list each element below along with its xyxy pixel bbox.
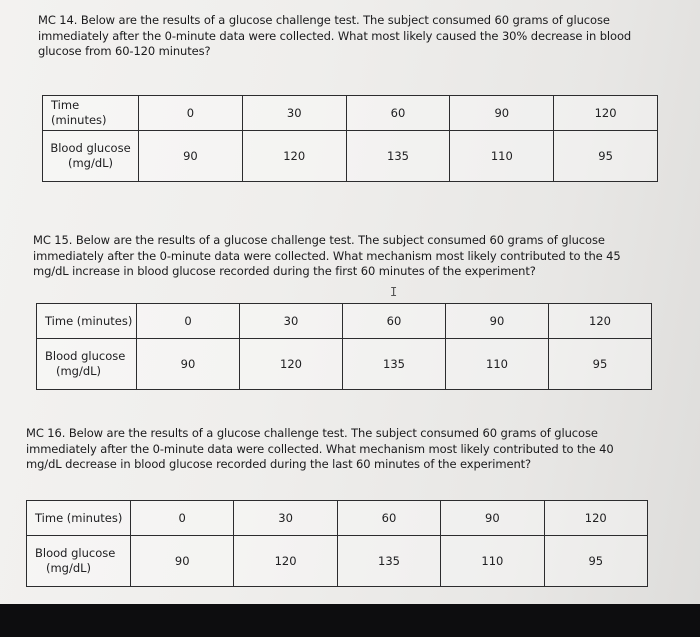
time-cell: 30 xyxy=(234,501,337,536)
time-row-label: Time (minutes) xyxy=(27,501,131,536)
glucose-cell: 110 xyxy=(446,339,549,390)
question-line: mg/dL decrease in blood glucose recorded during the last 60 minutes of the experiment? xyxy=(26,457,532,471)
glucose-row-label xyxy=(37,339,137,390)
time-cell: 90 xyxy=(450,96,554,131)
question-line: immediately after the 0-minute data were collected. What most likely caused the 30% decrease in blood xyxy=(38,28,632,43)
time-cell: 90 xyxy=(446,304,549,339)
question-line: immediately after the 0-minute data were collected. What mechanism most likely contributed to the 40 xyxy=(26,441,614,456)
time-row xyxy=(27,501,648,536)
question-line: mg/dL increase in blood glucose recorded during the first 60 minutes of the experiment? xyxy=(33,264,536,278)
question-mc15 xyxy=(33,233,621,280)
glucose-row xyxy=(27,536,648,587)
question-line: glucose from 60-120 minutes? xyxy=(38,44,211,58)
glucose-cell: 90 xyxy=(137,339,240,390)
time-cell: 60 xyxy=(346,96,450,131)
label-line: Blood glucose xyxy=(35,546,116,560)
glucose-cell: 135 xyxy=(346,131,450,182)
glucose-table-mc15 xyxy=(36,303,652,390)
glucose-table-mc16 xyxy=(26,500,648,587)
time-row xyxy=(43,96,658,131)
question-line: MC 15. Below are the results of a glucose challenge test. The subject consumed 60 grams of glucose xyxy=(33,233,605,247)
glucose-cell: 95 xyxy=(544,536,647,587)
time-cell: 30 xyxy=(240,304,343,339)
time-cell: 0 xyxy=(137,304,240,339)
glucose-row xyxy=(43,131,658,182)
time-cell: 120 xyxy=(544,501,647,536)
glucose-cell: 135 xyxy=(337,536,440,587)
label-line: Blood glucose xyxy=(50,141,131,155)
glucose-cell: 90 xyxy=(131,536,234,587)
glucose-row xyxy=(37,339,652,390)
bottom-dark-edge xyxy=(0,604,700,637)
glucose-cell: 120 xyxy=(242,131,346,182)
time-cell: 120 xyxy=(554,96,658,131)
glucose-cell: 120 xyxy=(234,536,337,587)
glucose-cell: 110 xyxy=(441,536,544,587)
label-line: (mg/dL) xyxy=(67,156,114,170)
time-cell: 0 xyxy=(131,501,234,536)
time-cell: 60 xyxy=(343,304,446,339)
time-row-label: Time (minutes) xyxy=(43,96,139,131)
label-line: Blood glucose xyxy=(45,349,126,363)
label-line: (mg/dL) xyxy=(55,364,102,378)
time-cell: 0 xyxy=(139,96,243,131)
time-cell: 60 xyxy=(337,501,440,536)
glucose-table-mc14 xyxy=(42,95,658,182)
glucose-cell: 120 xyxy=(240,339,343,390)
time-row-label: Time (minutes) xyxy=(37,304,137,339)
time-row xyxy=(37,304,652,339)
question-mc16 xyxy=(26,426,614,473)
text-cursor-icon: I xyxy=(390,285,398,299)
time-cell: 30 xyxy=(242,96,346,131)
label-line: (mg/dL) xyxy=(45,561,92,575)
glucose-cell: 110 xyxy=(450,131,554,182)
time-cell: 120 xyxy=(549,304,652,339)
question-line: MC 14. Below are the results of a glucose challenge test. The subject consumed 60 grams of glucose xyxy=(38,13,610,27)
question-line: immediately after the 0-minute data were collected. What mechanism most likely contributed to the 45 xyxy=(33,248,621,263)
glucose-cell: 135 xyxy=(343,339,446,390)
glucose-row-label xyxy=(43,131,139,182)
question-line: MC 16. Below are the results of a glucose challenge test. The subject consumed 60 grams of glucose xyxy=(26,426,598,440)
glucose-cell: 95 xyxy=(549,339,652,390)
glucose-cell: 95 xyxy=(554,131,658,182)
glucose-cell: 90 xyxy=(139,131,243,182)
time-cell: 90 xyxy=(441,501,544,536)
glucose-row-label xyxy=(27,536,131,587)
question-mc14 xyxy=(38,13,631,60)
